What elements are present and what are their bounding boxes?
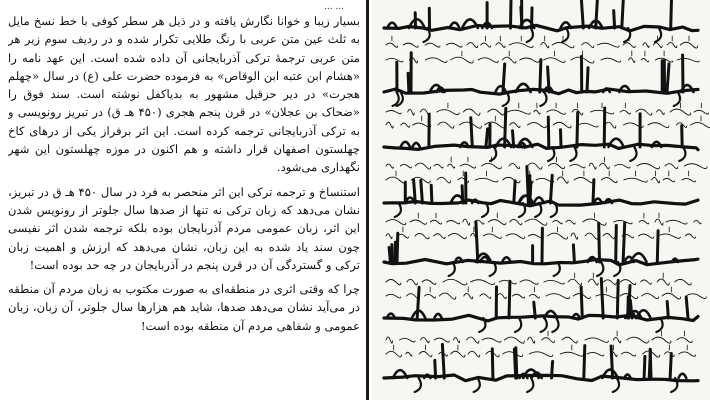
- paragraph-3: چرا که وقتی اثری در منطقه‌ای به صورت مکتوب به زبان مردم آن منطقه در می‌آید نشان می‌دهد صدها، شاید هم هزارها سال جلوتر، آن زبان، زبان عمومی و شفاهی مردم آن منطقه بوده است!: [8, 282, 360, 333]
- kufic-manuscript-image: [372, 0, 710, 400]
- persian-text-column: [8, 2, 360, 400]
- heading-fragment: ... ...: [323, 2, 344, 12]
- paragraph-1: بسیار زیبا و خوانا نگارش یافته و در ذیل هر سطر کوفی با خط نسخ مایل به ثلث عین متن عربی با رنگ طلایی تکرار شده و در ردیف سوم زیر هر متن عربی ترجمهٔ ترکی آذربایجانی آن داده شده است. این عهد نامه را «هشام ابن عتبه ابن الوقاص» به فرموده حضرت علی (ع) در سال «چهلم هجرت» در دیر حزقیل مشهور به بدیاکفل نوشته است. سند فوق را «ضحاک بن عجلان» در قرن پنجم هجری (۴۵۰ هـ ق) در تبریز رونویسی و به ترکی آذربایجانی ترجمه کرده است. این اثر برفراز یکی از درهای کاخ چهلستون اصفهان قرار داشته و هم اکنون در موزه چهلستون این شهر نگهداری می‌شود.: [8, 14, 360, 175]
- manuscript-calligraphy-icon: [372, 0, 710, 400]
- paragraph-2: استنساخ و ترجمه ترکی این اثر منحصر به فرد در سال ۴۵۰ هـ ق در تبریز، نشان می‌دهد که زبان ترکی نه تنها از صدها سال جلوتر از رونویس شدن این اثر، زبان عمومی مردم آذربایجان بوده بلکه ترجمه شدن اثر نفیسی چون سند یاد شده به این زبان، نشان می‌دهد که ارزش و اهمیت زبان ترکی و گستردگی آن در قرن پنجم در آذربایجان در چه حد بوده است!: [8, 184, 360, 272]
- column-divider: [366, 0, 369, 400]
